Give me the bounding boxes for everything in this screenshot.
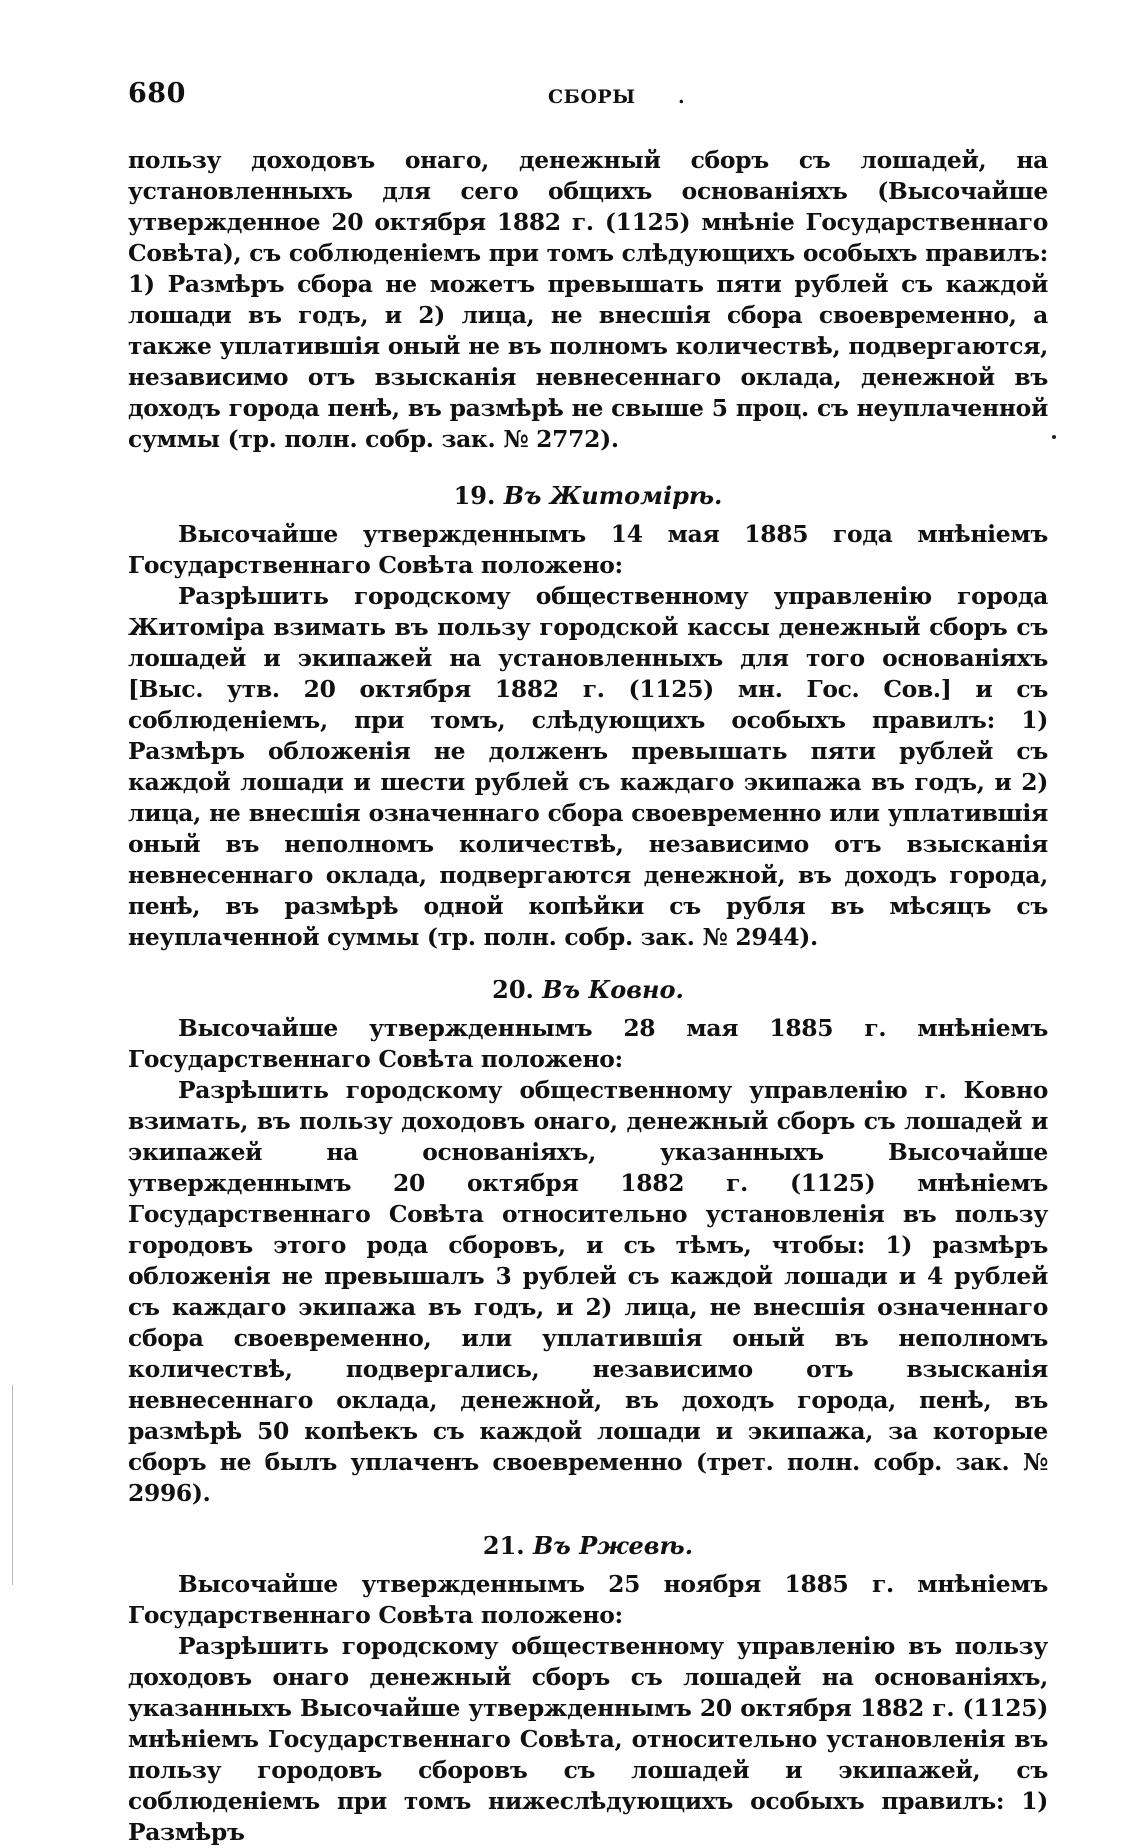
page-body <box>128 145 1048 1848</box>
running-header <box>128 78 1048 118</box>
section-body: Разрѣшить городскому общественному управленію города Житоміра взимать въ пользу городской кассы денежный сборъ съ лошадей и экипажей на установленныхъ для того основаніяхъ [Выс. утв. 20 октября 1882 г. (1125) мн. Гос. Сов.] и съ соблюденіемъ, при томъ, слѣдующихъ особыхъ правилъ: 1) Размѣръ обложенія не долженъ превышать пяти рублей съ каждой лошади и шести рублей съ каждаго экипажа въ годъ, и 2) лица, не внесшія означеннаго сбора своевременно или уплатившія оный въ неполномъ количествѣ, независимо отъ взысканія невнесеннаго оклада, подвергаются денежной, въ доходъ города, пенѣ, въ размѣрѣ одной копѣйки съ рубля въ мѣсяцъ съ неуплаченной суммы (тр. полн. собр. зак. № 2944). <box>128 582 1048 951</box>
section-number: 21. <box>482 1531 525 1560</box>
section-heading-21 <box>128 1531 1048 1561</box>
section-heading-19 <box>128 481 1048 511</box>
section-preamble: Высочайше утвержденнымъ 28 мая 1885 г. мнѣніемъ Государственнаго Совѣта положено: <box>128 1014 1048 1073</box>
section-body: Разрѣшить городскому общественному управленію въ пользу доходовъ онаго денежный сборъ съ лошадей на основаніяхъ, указанныхъ Высочайше утвержденнымъ 20 октября 1882 г. (1125) мнѣніемъ Государственнаго Совѣта, относительно установленія въ пользу городовъ сборовъ съ лошадей и экипажей, съ соблюденіемъ при томъ нижеслѣдующихъ особыхъ правилъ: 1) Размѣръ <box>128 1632 1048 1846</box>
header-mark: . <box>678 86 685 108</box>
section-preamble: Высочайше утвержденнымъ 14 мая 1885 года мнѣніемъ Государственнаго Совѣта положено: <box>128 520 1048 579</box>
section-number: 19. <box>453 481 496 510</box>
section-place: Въ Житомірѣ. <box>503 481 723 510</box>
scan-margin-line <box>12 1385 13 1585</box>
continued-paragraph: пользу доходовъ онаго, денежный сборъ съ лошадей, на установленныхъ для сего общихъ основаніяхъ (Высочайше утвержденное 20 октября 1882 г. (1125) мнѣніе Государственнаго Совѣта), съ соблюденіемъ при томъ слѣдующихъ особыхъ правилъ: 1) Размѣръ сбора не можетъ превышать пяти рублей съ каждой лошади въ годъ, и 2) лица, не внесшія сбора своевременно, а также уплатившія оный не въ полномъ количествѣ, подвергаются, независимо отъ взысканія невнесеннаго оклада, денежной въ доходъ города пенѣ, въ размѣрѣ не свыше 5 проц. съ неуплаченной суммы (тр. полн. собр. зак. № 2772). <box>128 146 1048 453</box>
print-speck <box>1052 435 1056 439</box>
section-number: 20. <box>492 975 534 1004</box>
section-body: Разрѣшить городскому общественному управленію г. Ковно взимать, въ пользу доходовъ онаго, денежный сборъ съ лошадей и экипажей на основаніяхъ, указанныхъ Высочайше утвержденнымъ 20 октября 1882 г. (1125) мнѣніемъ Государственнаго Совѣта относительно установленія въ пользу городовъ этого рода сборовъ, и съ тѣмъ, чтобы: 1) размѣръ обложенія не превышалъ 3 рублей съ каждой лошади и 4 рублей съ каждаго экипажа въ годъ, и 2) лица, не внесшія означеннаго сбора своевременно, или уплатившія оный въ неполномъ количествѣ, подвергались, независимо отъ взысканія невнесеннаго оклада, денежной, въ доходъ города, пенѣ, въ размѣрѣ 50 копѣекъ съ каждой лошади и экипажа, за которые сборъ не былъ уплаченъ своевременно (трет. полн. собр. зак. № 2996). <box>128 1076 1048 1507</box>
section-heading-20 <box>128 975 1048 1005</box>
section-place: Въ Ржевѣ. <box>533 1531 694 1560</box>
section-preamble: Высочайше утвержденнымъ 25 ноября 1885 г. мнѣніемъ Государственнаго Совѣта положено: <box>128 1570 1048 1629</box>
page-number: 680 <box>128 78 186 109</box>
running-title: СБОРЫ <box>548 86 636 108</box>
section-place: Въ Ковно. <box>542 975 684 1004</box>
